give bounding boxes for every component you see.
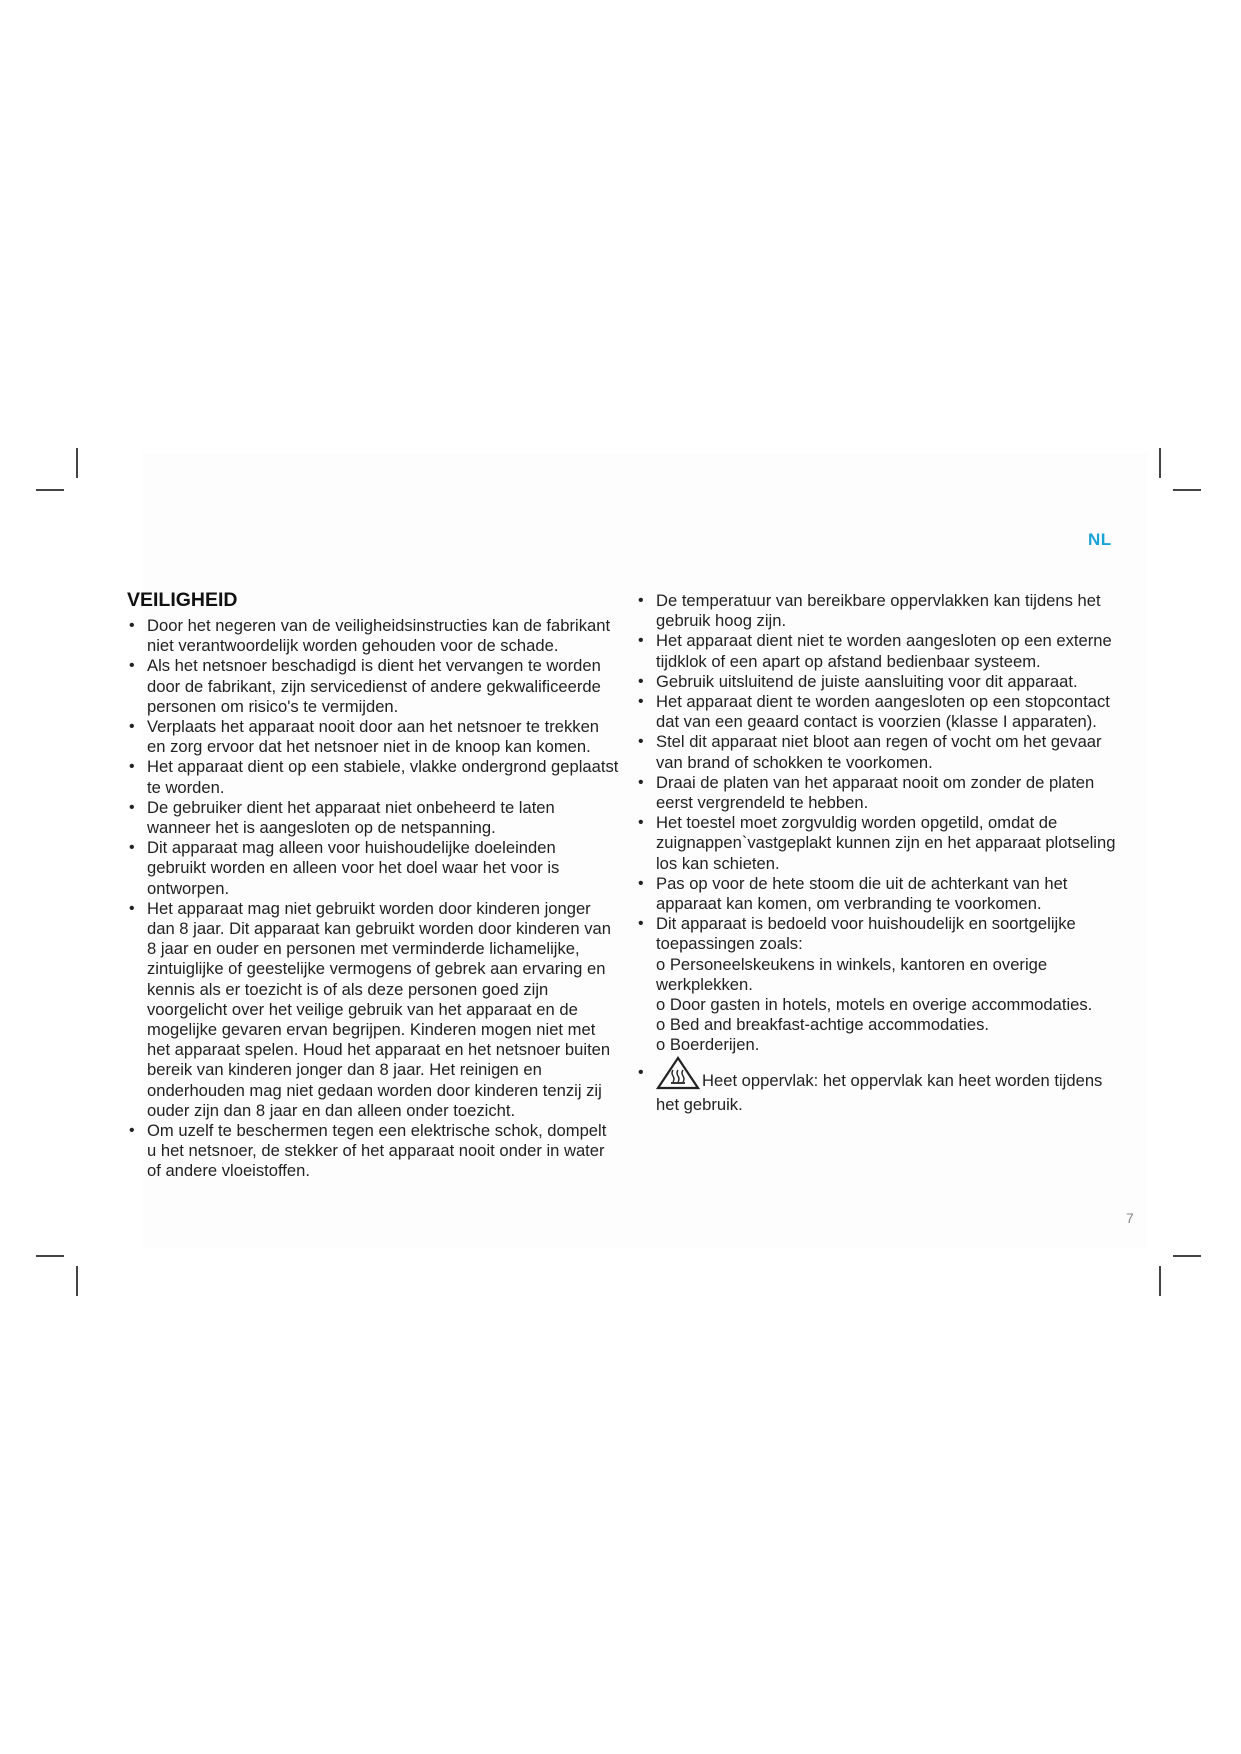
- section-title: VEILIGHEID: [127, 589, 238, 611]
- list-item-text: De temperatuur van bereikbare oppervlakken kan tijdens het gebruik hoog zijn.: [656, 591, 1101, 631]
- bullet: •: [638, 592, 644, 609]
- list-item-text: Om uzelf te beschermen tegen een elektrische schok, dompelt u het netsnoer, de stekker of het apparaat nooit onder in water of andere vloeistoffen.: [147, 1121, 607, 1181]
- list-item: [127, 1121, 619, 1182]
- list-item-usage: [636, 914, 1118, 1055]
- bullet: •: [129, 718, 135, 736]
- page-number: 7: [1126, 1210, 1134, 1226]
- crop-mark-bottom-right-horizontal: [1173, 1255, 1201, 1257]
- bullet: •: [638, 1063, 644, 1081]
- bullet: •: [129, 617, 135, 634]
- list-item-warning: [636, 1056, 1118, 1115]
- bullet: •: [638, 632, 644, 650]
- list-item: [127, 798, 619, 838]
- crop-mark-top-left-horizontal: [36, 489, 64, 491]
- list-item: [636, 732, 1118, 772]
- list-item-text: Het apparaat dient op een stabiele, vlakke ondergrond geplaatst te worden.: [147, 757, 619, 797]
- bullet: •: [129, 758, 135, 776]
- bullet: •: [638, 814, 644, 832]
- safety-list-left: [127, 616, 619, 1182]
- bullet: •: [129, 798, 135, 816]
- bullet: •: [638, 915, 644, 933]
- list-item-text: Verplaats het apparaat nooit door aan het netsnoer te trekken en zorg ervoor dat het netsnoer niet in de knoop kan komen.: [147, 717, 600, 757]
- left-column: [127, 588, 619, 1182]
- list-item: [127, 838, 619, 899]
- list-item-text: Het apparaat mag niet gebruikt worden door kinderen jonger dan 8 jaar. Dit apparaat kan gebruikt worden door kinderen van 8 jaar en ouder en personen met verminderde lichamelijke, zintuiglijke of geestelijke vermogens of gebrek aan ervaring en kennis als er toezicht is of als deze personen goed zijn voorgelicht over het veilige gebruik van het apparaat en de mogelijke gevaren ervan begrijpen. Kinderen mogen niet met het apparaat spelen. Houd het apparaat en het netsnoer buiten bereik van kinderen jonger dan 8 jaar. Het reinigen en onderhouden mag niet gedaan worden door kinderen tenzij zij ouder zijn dan 8 jaar en dan alleen onder toezicht.: [147, 898, 612, 1120]
- bullet: •: [129, 899, 135, 917]
- bullet: •: [638, 672, 644, 690]
- list-item: [636, 692, 1118, 732]
- list-item: [636, 591, 1118, 631]
- bullet: •: [638, 874, 644, 892]
- list-item-text: Als het netsnoer beschadigd is dient het vervangen te worden door de fabrikant, zijn servicedienst of andere gekwalificeerde personen om risico's te vermijden.: [147, 656, 601, 716]
- crop-mark-top-right-vertical: [1159, 448, 1161, 478]
- usage-sub-item: o Door gasten in hotels, motels en overige accommodaties.: [656, 995, 1093, 1015]
- crop-mark-top-right-horizontal: [1173, 489, 1201, 491]
- language-tag: NL: [1088, 530, 1112, 549]
- hot-surface-icon: [656, 1056, 700, 1095]
- right-column: [636, 591, 1118, 1115]
- list-item: [127, 717, 619, 757]
- list-item-text: Door het negeren van de veiligheidsinstructies kan de fabrikant niet verantwoordelijk worden gehouden voor de schade.: [147, 616, 611, 656]
- crop-mark-bottom-right-vertical: [1159, 1266, 1161, 1296]
- list-item-text: Stel dit apparaat niet bloot aan regen of vocht om het gevaar van brand of schokken te voorkomen.: [656, 732, 1102, 772]
- list-item: [127, 899, 619, 1121]
- list-item: [636, 874, 1118, 914]
- list-item-text: De gebruiker dient het apparaat niet onbeheerd te laten wanneer het is aangesloten op de netspanning.: [147, 797, 555, 838]
- bullet: •: [638, 733, 644, 751]
- list-item: [127, 757, 619, 797]
- warning-text: Heet oppervlak: het oppervlak kan heet worden tijdens het gebruik.: [656, 1070, 1103, 1114]
- crop-mark-bottom-left-horizontal: [36, 1255, 64, 1257]
- bullet: •: [638, 693, 644, 711]
- safety-list-right: [636, 591, 1118, 1115]
- list-item-text: Het apparaat dient niet te worden aangesloten op een externe tijdklok of een apart op afstand bedienbaar systeem.: [656, 631, 1112, 671]
- list-item-text: Het apparaat dient te worden aangesloten op een stopcontact dat van een geaard contact is voorzien (klasse I apparaten).: [656, 692, 1110, 732]
- list-item-text: Het toestel moet zorgvuldig worden opgetild, omdat de zuignappen`vastgeplakt kunnen zijn en het apparaat plotseling los kan schieten.: [656, 813, 1116, 873]
- list-item: [636, 773, 1118, 813]
- crop-mark-bottom-left-vertical: [76, 1266, 78, 1296]
- usage-sub-item: o Boerderijen.: [656, 1035, 760, 1055]
- usage-sub-item: o Bed and breakfast-achtige accommodaties.: [656, 1015, 989, 1035]
- list-item: [636, 672, 1118, 692]
- bullet: •: [129, 657, 135, 675]
- list-item: [127, 616, 619, 656]
- crop-mark-top-left-vertical: [76, 448, 78, 478]
- bullet: •: [638, 773, 644, 791]
- list-item-text: Dit apparaat mag alleen voor huishoudelijke doeleinden gebruikt worden en alleen voor het doel waar het voor is ontworpen.: [147, 838, 560, 898]
- list-item: [636, 813, 1118, 874]
- bullet: •: [129, 839, 135, 857]
- usage-intro: Dit apparaat is bedoeld voor huishoudelijk en soortgelijke toepassingen zoals:: [656, 914, 1076, 954]
- list-item-text: Pas op voor de hete stoom die uit de achterkant van het apparaat kan komen, om verbranding te voorkomen.: [656, 873, 1068, 914]
- list-item: [127, 656, 619, 717]
- usage-sub-item: o Personeelskeukens in winkels, kantoren en overige werkplekken.: [656, 954, 1048, 994]
- list-item-text: Draai de platen van het apparaat nooit om zonder de platen eerst vergrendeld te hebben.: [656, 772, 1095, 813]
- list-item-text: Gebruik uitsluitend de juiste aansluiting voor dit apparaat.: [656, 671, 1078, 691]
- list-item: [636, 631, 1118, 671]
- bullet: •: [129, 1122, 135, 1140]
